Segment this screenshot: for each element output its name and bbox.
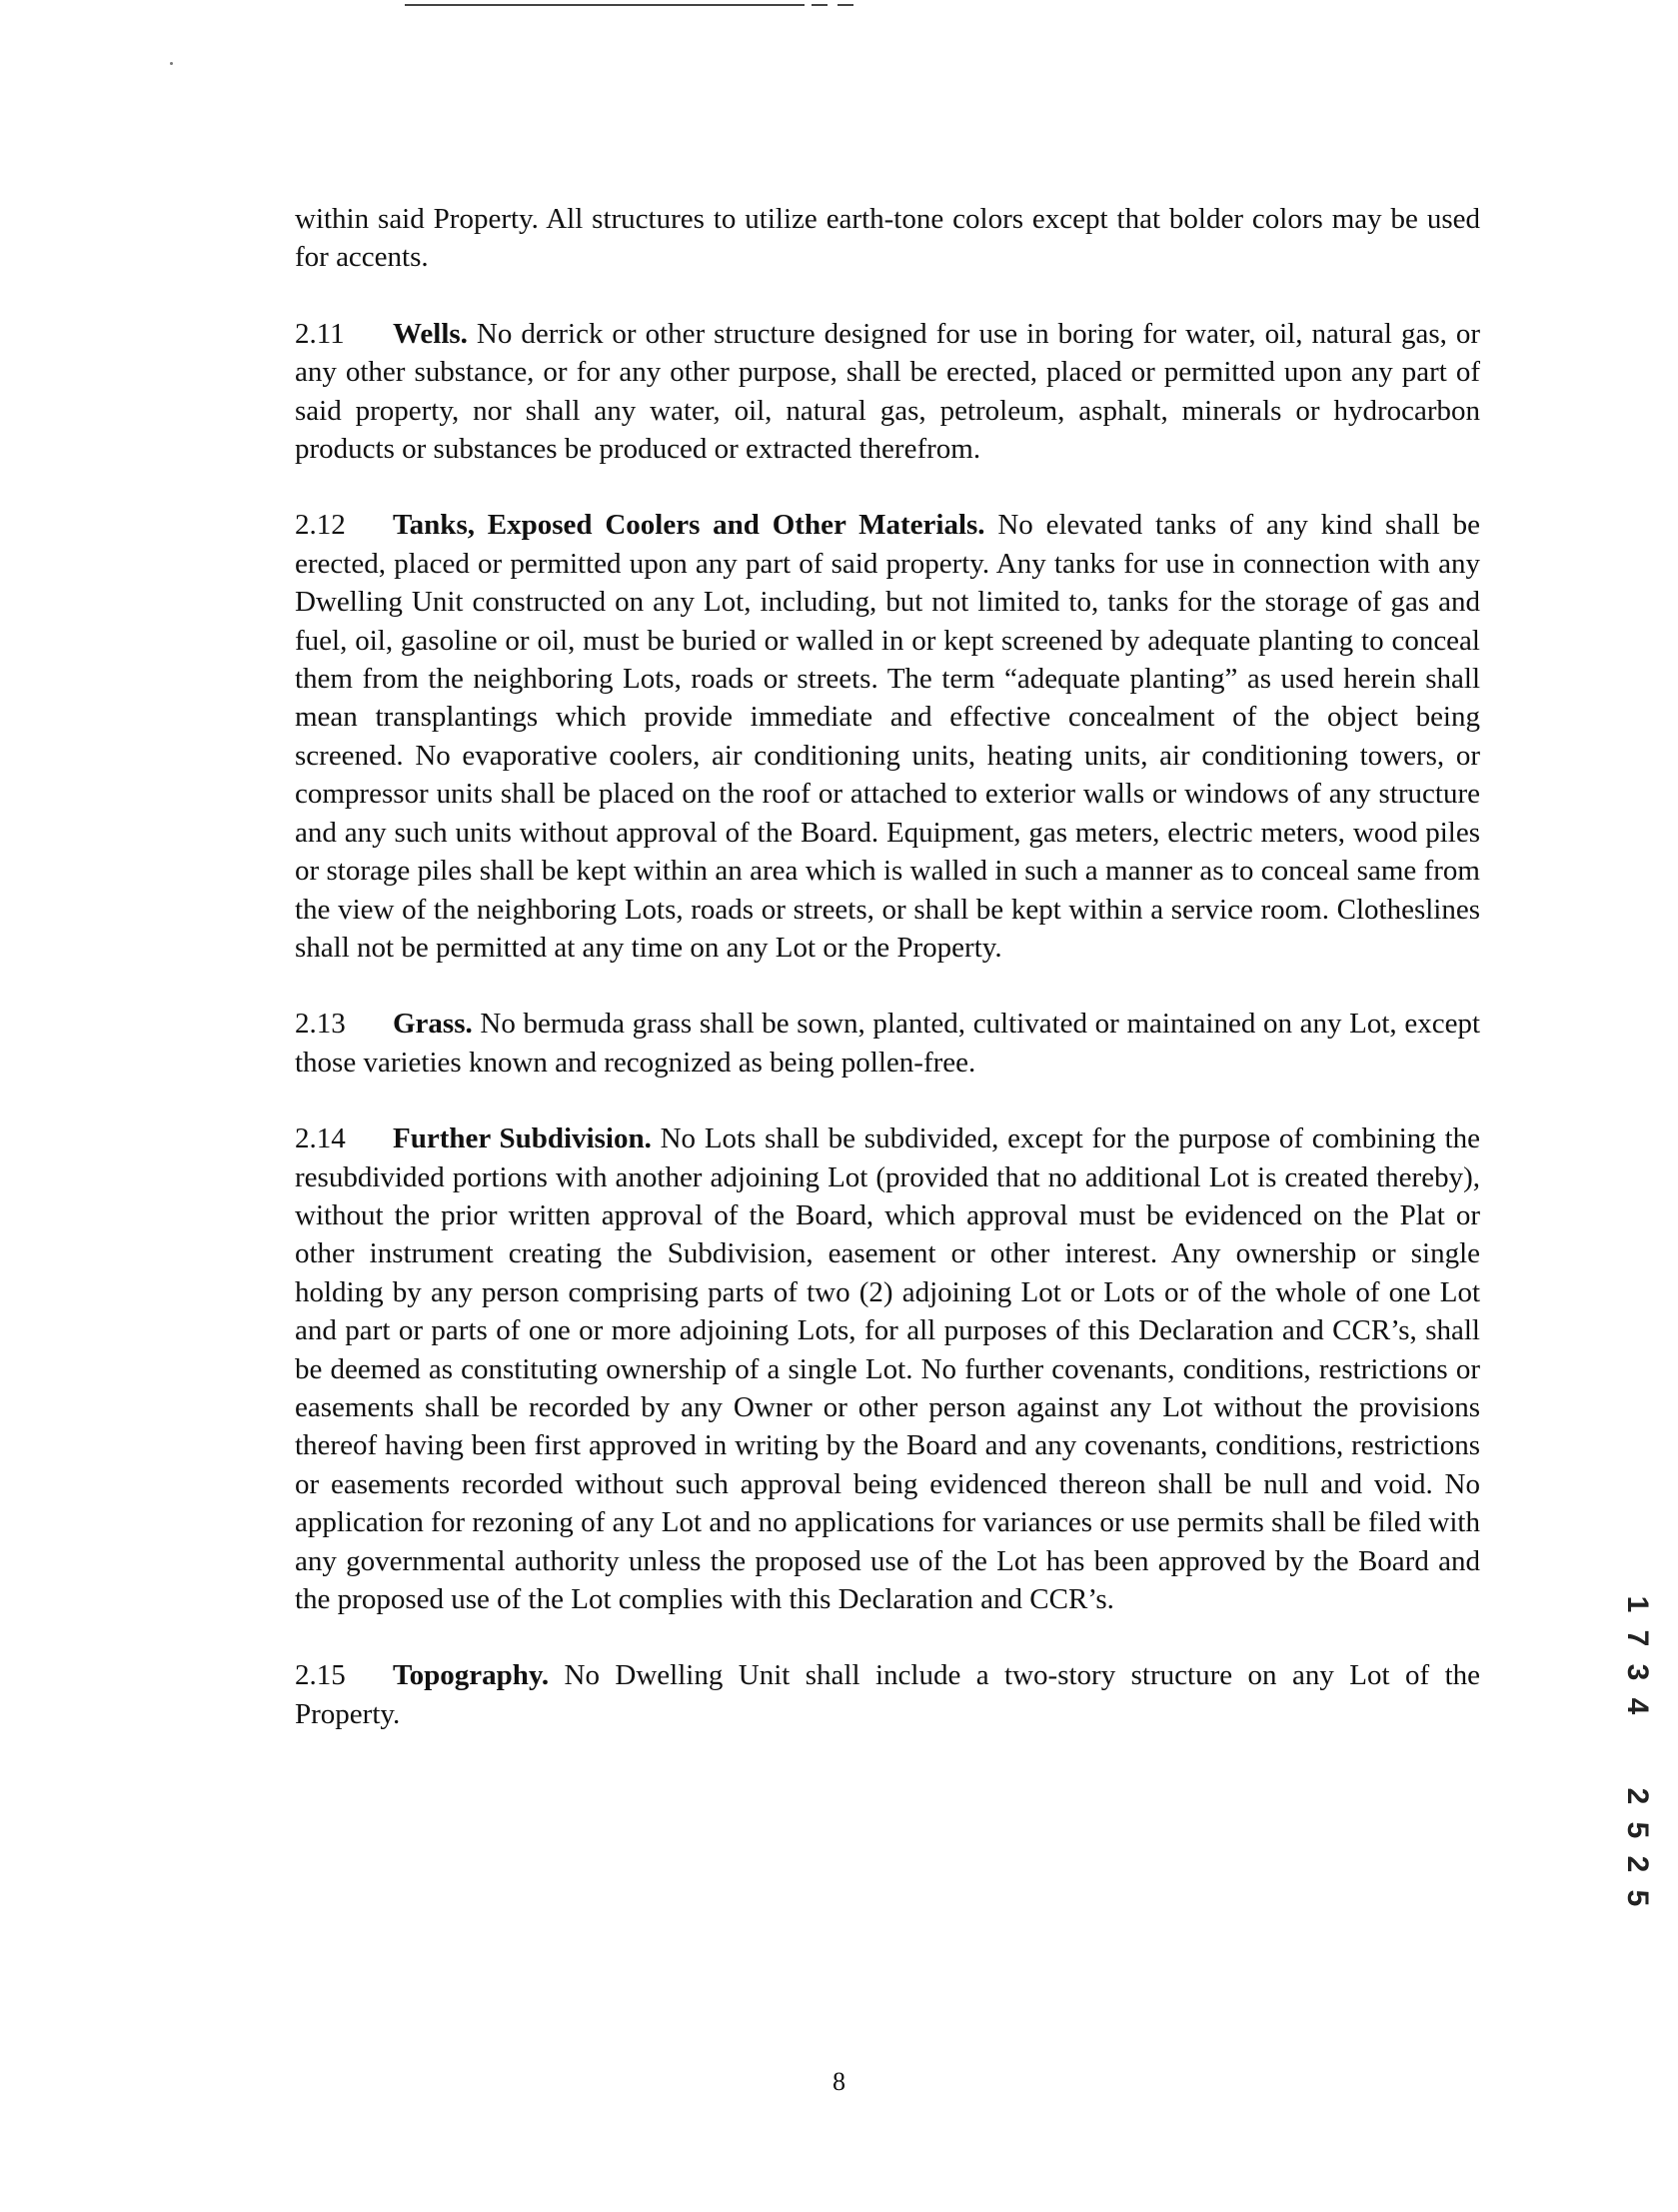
scan-speck [170,62,173,65]
section-2-13 [295,1005,1480,1082]
section-2-11 [295,315,1480,469]
top-rule [405,4,805,6]
section-number: 2.15 [295,1659,346,1692]
section-2-14 [295,1119,1480,1618]
recording-digit: 7 [1621,1629,1654,1647]
recording-digit: 3 [1621,1663,1654,1681]
section-title: Topography. [393,1659,550,1692]
section-text: No bermuda grass shall be sown, planted, cultivated or maintained on any Lot, except those varieties known and recognized as being pollen-free. [295,1008,1481,1079]
section-title: Tanks, Exposed Coolers and Other Materials. [393,509,985,542]
document-body [295,200,1480,1771]
recording-digit: 2 [1621,1787,1654,1805]
section-number: 2.13 [295,1008,346,1041]
section-2-15 [295,1656,1480,1733]
section-number: 2.11 [295,317,345,350]
section-text: No derrick or other structure designed for use in boring for water, oil, natural gas, or any other substance, or for any other purpose, shall be erected, placed or permitted upon any part of said property, nor shall any water, oil, natural gas, petroleum, asphalt, minerals or hydrocarbon products or substances be produced or extracted therefrom. [295,317,1480,466]
intro-text: within said Property. All structures to utilize earth-tone colors except that bolder colors may be used for accents. [295,203,1480,274]
section-text: No Lots shall be subdivided, except for the purpose of combining the resubdivided portions with another adjoining Lot (provided that no additional Lot is created thereby), without the prior written approval of the Board, which approval must be evidenced on the Plat or other instrument creating the Subdivision, easement or other interest. Any ownership or single holding by any person comprising parts of two (2) adjoining Lot or Lots or of the whole of one Lot and part or parts of one or more adjoining Lots, for all purposes of this Declaration and CCR’s, shall be deemed as constituting ownership of a single Lot. No further covenants, conditions, restrictions or easements shall be recorded by any Owner or other person against any Lot without the provisions thereof having been first approved in writing by the Board and any covenants, conditions, restrictions or easements recorded without such approval being evidenced thereon shall be null and void. No application for rezoning of any Lot and no applications for variances or use permits shall be filed with any governmental authority unless the proposed use of the Lot has been approved by the Board and the proposed use of the Lot complies with this Declaration and CCR’s. [295,1122,1481,1615]
section-number: 2.14 [295,1122,346,1155]
section-text: No Dwelling Unit shall include a two-story structure on any Lot of the Property. [295,1659,1480,1730]
top-rule-dash [812,4,828,6]
section-title: Further Subdivision. [393,1122,652,1155]
recording-number-stamp [1615,1587,1655,1915]
top-rule-dash [838,4,853,6]
recording-digit: 2 [1621,1855,1654,1873]
recording-digit: 1 [1621,1595,1654,1613]
section-2-12 [295,506,1480,967]
section-title: Grass. [393,1008,473,1041]
recording-digit: 5 [1621,1889,1654,1907]
intro-paragraph [295,200,1480,277]
page-number: 8 [833,2067,845,2096]
recording-digit: 5 [1621,1821,1654,1839]
recording-digit: 4 [1621,1697,1654,1715]
section-title: Wells. [393,317,468,350]
section-number: 2.12 [295,509,346,542]
section-text: No elevated tanks of any kind shall be erected, placed or permitted upon any part of said property. Any tanks for use in connection with any Dwelling Unit constructed on any Lot, including, but not limited to, tanks for the storage of gas and fuel, oil, gasoline or oil, must be buried or walled in or kept screened by adequate planting to conceal them from the neighboring Lots, roads or streets. The term “adequate planting” as used herein shall mean transplantings which provide immediate and effective concealment of the object being screened. No evaporative coolers, air conditioning units, heating units, air conditioning towers, or compressor units shall be placed on the roof or attached to exterior walls or windows of any structure and any such units without approval of the Board. Equipment, gas meters, electric meters, wood piles or storage piles shall be kept within an area which is walled in such a manner as to conceal same from the view of the neighboring Lots, roads or streets, or shall be kept within a service room. Clotheslines shall not be permitted at any time on any Lot or the Property. [295,509,1481,964]
